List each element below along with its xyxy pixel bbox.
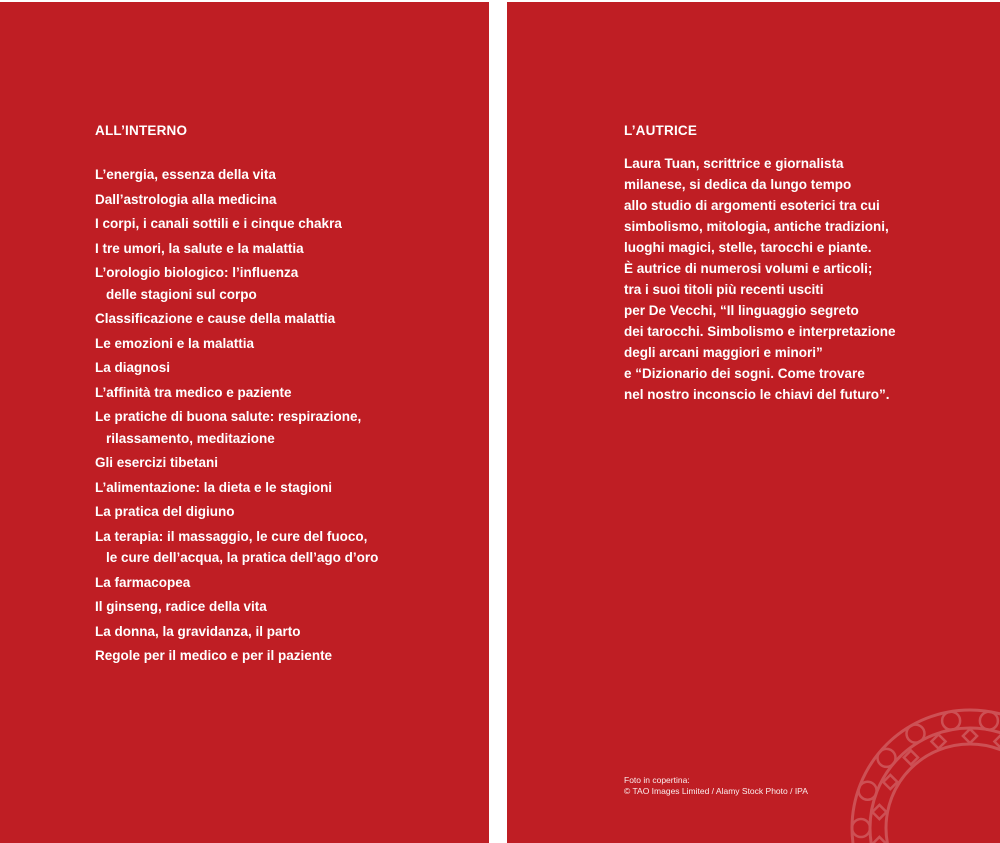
- author-heading: L’AUTRICE: [624, 123, 698, 138]
- bio-line: È autrice di numerosi volumi e articoli;: [624, 261, 873, 276]
- list-item-text: Le emozioni e la malattia: [95, 335, 255, 351]
- bio-line: degli arcani maggiori e minori”: [624, 345, 823, 360]
- list-item-text: Classificazione e cause della malattia: [95, 311, 336, 326]
- bio-line: e “Dizionario dei sogni. Come trovare: [624, 366, 865, 381]
- list-item: [95, 382, 475, 404]
- ornament-ring-loop: [942, 712, 960, 730]
- bio-line: dei tarocchi. Simbolismo e interpretazione: [624, 324, 896, 339]
- list-item-text: L’affinità tra medico e paziente: [95, 384, 292, 400]
- list-item-text: La terapia: il massaggio, le cure del fuoco,: [95, 528, 368, 544]
- list-item-text: Regole per il medico e per il paziente: [95, 648, 333, 663]
- ornament-ring-loop: [907, 725, 925, 743]
- author-bio: [624, 153, 924, 405]
- ornament-ring-loop: [852, 819, 870, 837]
- right-flap-panel: [507, 2, 1000, 843]
- list-item: [95, 308, 475, 330]
- list-item: [95, 572, 475, 594]
- list-item: [95, 357, 475, 379]
- list-item-text: Il ginseng, radice della vita: [95, 599, 267, 614]
- list-item-text: Le pratiche di buona salute: respirazione,: [95, 409, 362, 424]
- ornament-diamond: [931, 734, 945, 748]
- list-item: [95, 596, 475, 618]
- list-item-text: La diagnosi: [95, 360, 171, 375]
- list-item: [95, 213, 475, 235]
- bio-line: simbolismo, mitologia, antiche tradizioni,: [624, 219, 889, 234]
- list-item-text: I corpi, i canali sottili e i cinque chakra: [95, 216, 342, 231]
- credits-label: Foto in copertina:: [624, 775, 690, 785]
- list-item: [95, 189, 475, 211]
- list-item: [95, 477, 475, 499]
- list-item-text: La pratica del digiuno: [95, 504, 235, 519]
- decorative-mandala-ornament: [845, 703, 1000, 843]
- list-item-continuation: le cure dell’acqua, la pratica dell’ago d’oro: [106, 550, 379, 565]
- list-item: [95, 406, 475, 449]
- bio-line: milanese, si dedica da lungo tempo: [624, 177, 852, 192]
- ornament-diamond: [872, 837, 886, 843]
- list-item: [95, 164, 475, 186]
- photo-credits: [624, 775, 808, 797]
- bio-line: Laura Tuan, scrittrice e giornalista: [624, 156, 844, 171]
- left-flap-panel: [0, 2, 489, 843]
- list-item: [95, 501, 475, 523]
- bio-line: luoghi magici, stelle, tarocchi e piante.: [624, 240, 872, 255]
- list-item: [95, 238, 475, 260]
- list-item-text: L’alimentazione: la dieta e le stagioni: [95, 479, 333, 495]
- list-item: [95, 645, 475, 667]
- list-item-text: La donna, la gravidanza, il parto: [95, 623, 301, 639]
- contents-heading: ALL’INTERNO: [95, 123, 188, 138]
- list-item: [95, 526, 475, 569]
- contents-list: [95, 164, 475, 670]
- list-item-text: Dall’astrologia alla medicina: [95, 191, 277, 207]
- bio-line: per De Vecchi, “Il linguaggio segreto: [624, 303, 859, 318]
- ornament-ring-loop: [980, 712, 998, 730]
- list-item: [95, 333, 475, 355]
- list-item: [95, 621, 475, 643]
- ornament-ring-loop: [859, 782, 877, 800]
- bio-line: nel nostro inconscio le chiavi del futuro”.: [624, 387, 890, 402]
- bio-line: allo studio di argomenti esoterici tra cui: [624, 198, 880, 213]
- list-item-text: L’orologio biologico: l’influenza: [95, 265, 299, 280]
- list-item-continuation: rilassamento, meditazione: [106, 430, 275, 446]
- list-item-text: La farmacopea: [95, 574, 191, 590]
- bio-line: tra i suoi titoli più recenti usciti: [624, 282, 824, 297]
- list-item-continuation: delle stagioni sul corpo: [106, 286, 257, 302]
- list-item: [95, 262, 475, 305]
- ornament-diamond: [963, 729, 977, 743]
- list-item-text: Gli esercizi tibetani: [95, 455, 219, 470]
- list-item: [95, 452, 475, 474]
- ornament-diamond: [872, 805, 886, 819]
- list-item-text: L’energia, essenza della vita: [95, 167, 276, 182]
- ornament-ring-loop: [878, 749, 896, 767]
- credits-source: © TAO Images Limited / Alamy Stock Photo / IPA: [624, 786, 808, 796]
- list-item-text: I tre umori, la salute e la malattia: [95, 240, 304, 256]
